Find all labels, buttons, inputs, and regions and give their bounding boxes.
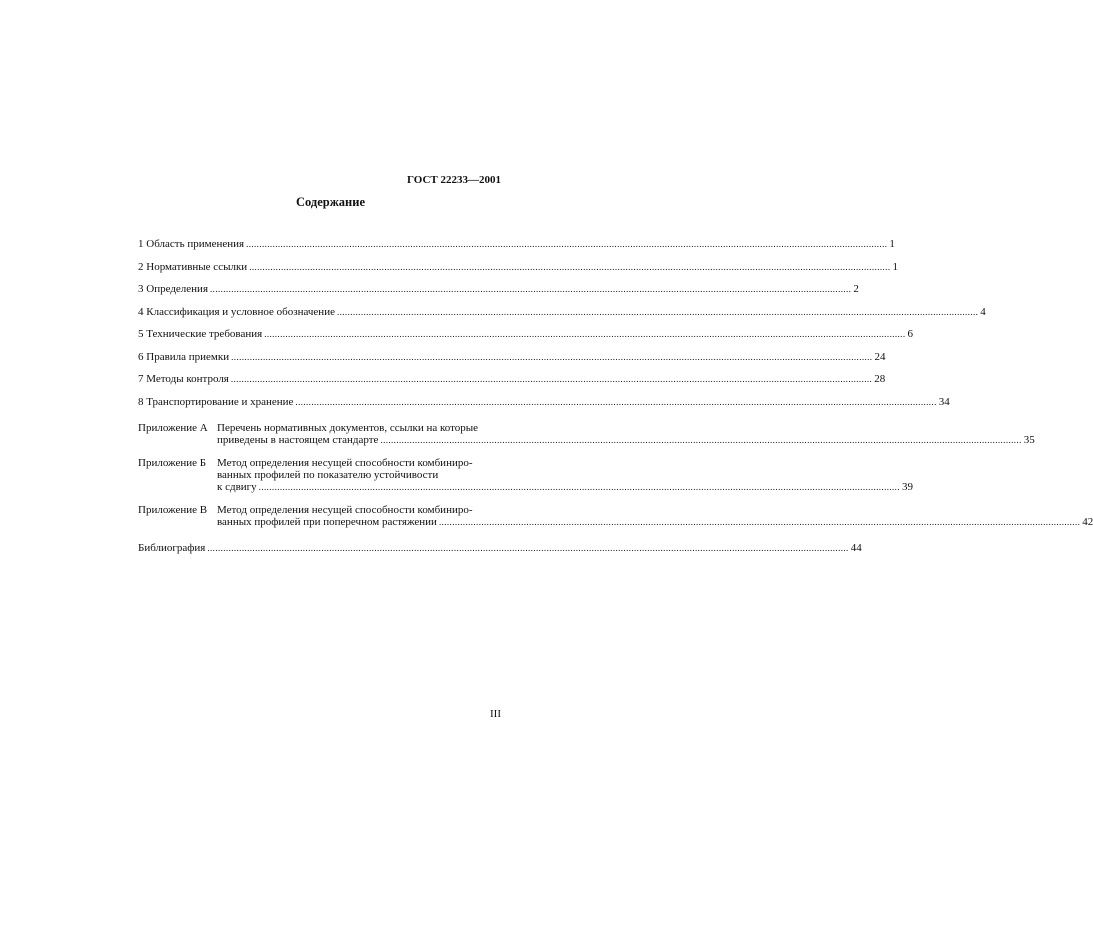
appendix-last-line	[217, 434, 1035, 446]
dot-leader	[231, 373, 872, 386]
appendix-entry-v	[138, 503, 1093, 528]
toc-entry-title: 8 Транспортирование и хранение	[138, 395, 294, 408]
toc-entry-title: 4 Классификация и условное обозначение	[138, 305, 335, 318]
appendix-title-line: Метод определения несущей способности комбиниро-	[217, 456, 473, 469]
dot-leader	[231, 351, 872, 364]
appendix-body	[217, 504, 1093, 528]
toc-entry	[138, 395, 950, 409]
toc-entry-title: 1 Область применения	[138, 238, 245, 250]
appendix-title-line: Метод определения несущей способности комбиниро-	[217, 503, 473, 516]
appendix-title-line: ванных профилей при поперечном растяжении	[217, 515, 437, 528]
appendix-title-line: Перечень нормативных документов, ссылки на которые	[217, 421, 479, 434]
appendix-title-line: к сдвигу	[217, 480, 257, 493]
toc-entry-page: 4	[980, 305, 986, 318]
dot-leader	[295, 396, 936, 409]
toc-entry-page: 6	[907, 328, 913, 340]
dot-leader	[246, 238, 887, 251]
toc-entry	[138, 350, 886, 364]
dot-leader	[380, 434, 1021, 446]
toc-entry-bibliography	[138, 541, 862, 555]
toc-entry-title: 6 Правила приемки	[138, 350, 230, 363]
appendix-page: 35	[1023, 433, 1035, 446]
toc-entry-page: 2	[853, 283, 859, 295]
appendix-body	[217, 422, 1035, 446]
document-code: ГОСТ 22233—2001	[407, 174, 501, 186]
toc-entry	[138, 238, 895, 251]
appendix-last-line	[217, 481, 913, 493]
toc-entry-page: 28	[874, 373, 886, 385]
appendix-entry-b	[138, 456, 913, 493]
toc-entry	[138, 305, 986, 319]
toc-entry-title: 3 Определения	[138, 283, 209, 295]
toc-entry-page: 34	[938, 395, 950, 408]
toc-entry-page: 44	[850, 541, 862, 554]
appendix-label: Приложение Б	[138, 456, 207, 469]
toc-entry	[138, 328, 913, 341]
table-of-contents	[138, 238, 1093, 564]
appendix-title-line: ванных профилей по показателю устойчивости	[217, 468, 439, 481]
appendix-body	[217, 457, 913, 493]
toc-entry	[138, 283, 859, 296]
page-number: III	[490, 708, 501, 720]
toc-entry-page: 1	[889, 238, 895, 250]
appendix-label: Приложение А	[138, 421, 208, 434]
dot-leader	[210, 283, 851, 296]
appendix-entry-a	[138, 421, 1035, 446]
toc-entry-title: 5 Технические требования	[138, 328, 263, 340]
appendix-page: 39	[901, 480, 913, 493]
appendix-title-line: приведены в настоящем стандарте	[217, 433, 379, 446]
toc-entry-title: Библиография	[138, 541, 206, 554]
dot-leader	[207, 542, 848, 555]
toc-entry-page: 24	[874, 350, 886, 363]
dot-leader	[264, 328, 905, 341]
dot-leader	[439, 516, 1080, 528]
toc-entry-page: 1	[892, 260, 898, 273]
toc-entry	[138, 260, 898, 274]
toc-entry-title: 7 Методы контроля	[138, 373, 229, 385]
toc-entry	[138, 373, 886, 386]
dot-leader	[259, 481, 900, 493]
toc-entry-title: 2 Нормативные ссылки	[138, 260, 248, 273]
appendix-page: 42	[1082, 515, 1093, 528]
appendix-label: Приложение В	[138, 503, 208, 516]
toc-title: Содержание	[295, 195, 365, 209]
appendix-last-line	[217, 516, 1093, 528]
dot-leader	[337, 306, 978, 319]
dot-leader	[249, 261, 890, 274]
